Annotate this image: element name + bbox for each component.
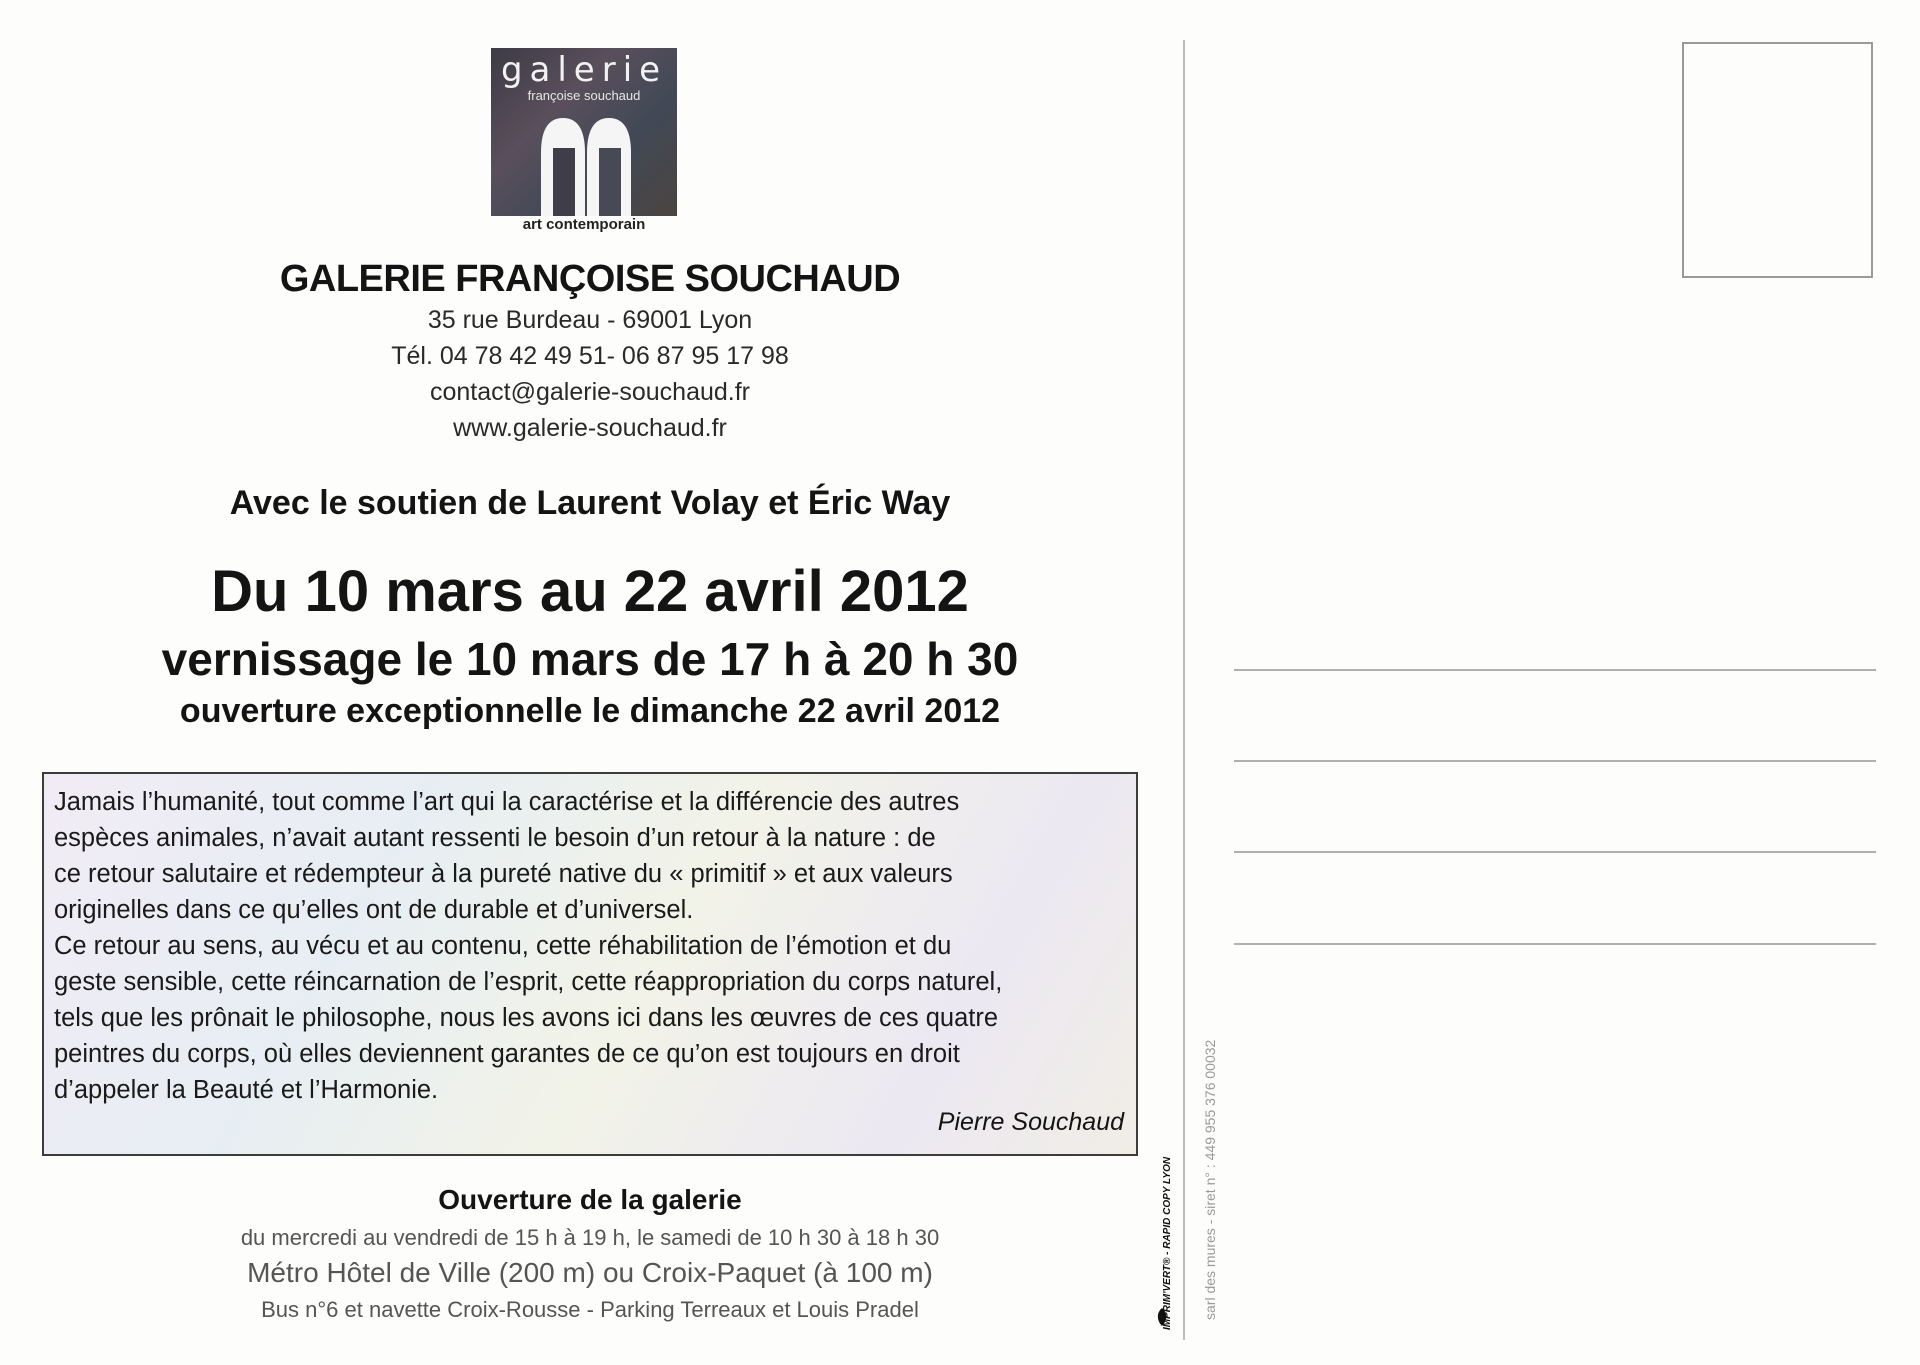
address-line xyxy=(1234,943,1876,945)
logo-arch-icon xyxy=(491,48,677,216)
stamp-box xyxy=(1682,42,1873,278)
gallery-logo xyxy=(491,48,677,234)
quote-text: Jamais l’humanité, tout comme l’art qui la caractérise et la différencie des autres espèces animales, n’avait autant ressenti le besoin d’un retour à la nature : de ce retour salutaire et rédempteur à la pureté native du « primitif » et aux valeurs originelles dans ce qu’elles ont de durable et d’universel. Ce retour au sens, au vécu et au contenu, cette réhabilitation de l’émotion et du geste sensible, cette réincarnation de l’esprit, cette réappropriation du corps naturel, tels que les prônait le philosophe, nous les avons ici dans les œuvres de ces quatre peintres du corps, où elles deviennent garantes de ce qu’on est toujours en droit d’appeler la Beauté et l’Harmonie. xyxy=(54,788,1003,1104)
address-line xyxy=(1234,669,1876,671)
exhibition-dates: Du 10 mars au 22 avril 2012 xyxy=(211,559,969,624)
gallery-email[interactable]: contact@galerie-souchaud.fr xyxy=(430,378,750,406)
gallery-address: 35 rue Burdeau - 69001 Lyon xyxy=(427,306,753,334)
vernissage-line: vernissage le 10 mars de 17 h à 20 h 30 xyxy=(161,633,1019,685)
logo-subtitle: françoise souchaud xyxy=(527,88,641,103)
quote-box xyxy=(42,772,1138,1156)
opening-title: Ouverture de la galerie xyxy=(438,1184,742,1215)
opening-hours: du mercredi au vendredi de 15 h à 19 h, le samedi de 10 h 30 à 18 h 30 xyxy=(240,1225,940,1250)
printer-credit: IMPRIM'VERT® - RAPID COPY LYON xyxy=(1162,1156,1173,1330)
gallery-name: GALERIE FRANÇOISE SOUCHAUD xyxy=(279,258,901,300)
legal-siret: sarl des mures - siret n° : 449 955 376 00032 xyxy=(1202,1039,1218,1320)
logo-block xyxy=(491,48,677,216)
quote-author: Pierre Souchaud xyxy=(937,1108,1124,1136)
logo-tagline: art contemporain xyxy=(522,216,646,233)
bus-info: Bus n°6 et navette Croix-Rousse - Parking Terreaux et Louis Pradel xyxy=(261,1297,919,1322)
support-line: Avec le soutien de Laurent Volay et Éric Way xyxy=(229,484,951,522)
address-line xyxy=(1234,760,1876,762)
gallery-phone: Tél. 04 78 42 49 51- 06 87 95 17 98 xyxy=(391,342,789,370)
logo-word: galerie xyxy=(500,50,668,90)
metro-info: Métro Hôtel de Ville (200 m) ou Croix-Paquet (à 100 m) xyxy=(247,1257,933,1288)
address-line xyxy=(1234,851,1876,853)
postcard-divider xyxy=(1183,40,1185,1340)
special-opening-line: ouverture exceptionnelle le dimanche 22 avril 2012 xyxy=(179,692,1001,730)
gallery-website[interactable]: www.galerie-souchaud.fr xyxy=(453,414,727,442)
